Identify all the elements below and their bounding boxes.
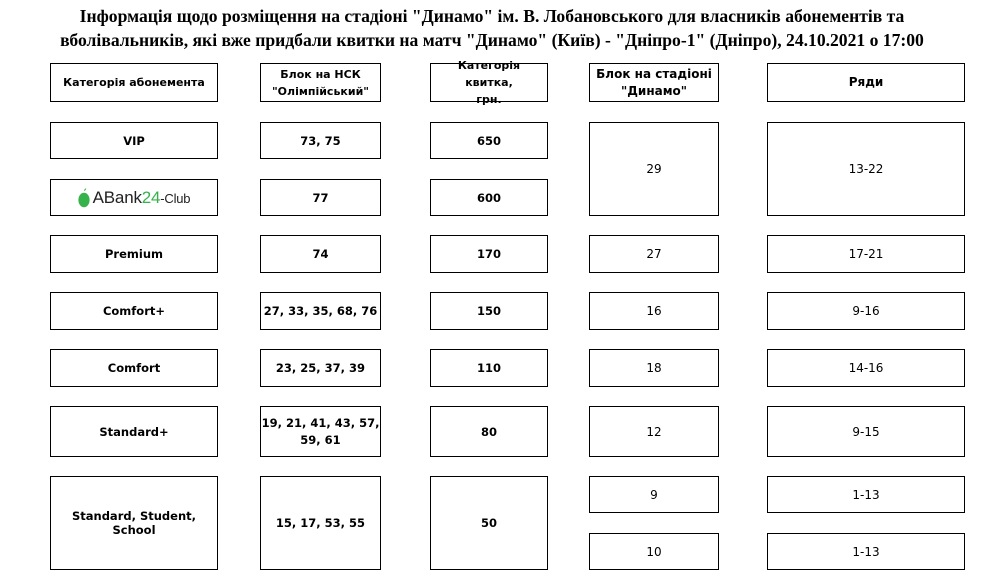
stadium-block-29: 29 <box>589 122 719 216</box>
header-stadium-block-line1: Блок на стадіоні <box>596 66 712 81</box>
stadium-block-12: 12 <box>589 406 719 457</box>
price-standard: 50 <box>430 476 548 570</box>
abank24-club-logo <box>78 188 191 208</box>
header-ticket-category-line1: Категорія квитка, <box>457 59 521 89</box>
rows-block-18: 14-16 <box>767 349 965 387</box>
header-stadium-block <box>589 63 719 102</box>
nsk-block-standard-plus-line2: 59, 61 <box>300 432 341 447</box>
category-vip: VIP <box>50 122 218 159</box>
rows-block-9: 1-13 <box>767 476 965 513</box>
price-premium: 170 <box>430 235 548 273</box>
header-nsk-block-line2: "Олімпійський" <box>271 84 370 98</box>
header-rows: Ряди <box>767 63 965 102</box>
nsk-block-abank24: 77 <box>260 179 381 216</box>
logo-club: -Club <box>160 190 191 206</box>
category-standard-student-school: Standard, Student, School <box>50 476 218 570</box>
rows-block-29: 13-22 <box>767 122 965 216</box>
price-vip: 650 <box>430 122 548 159</box>
header-stadium-block-line2: "Динамо" <box>620 83 688 98</box>
nsk-block-standard-plus-line1: 19, 21, 41, 43, 57, <box>261 415 380 430</box>
stadium-block-9: 9 <box>589 476 719 513</box>
rows-block-27: 17-21 <box>767 235 965 273</box>
stadium-block-27: 27 <box>589 235 719 273</box>
rows-block-10: 1-13 <box>767 533 965 570</box>
title-line-1: Інформація щодо розміщення на стадіоні "Динамо" ім. В. Лобановського для власників абонементів та <box>79 6 905 26</box>
green-apple-icon <box>78 188 90 208</box>
header-nsk-block <box>260 63 381 102</box>
rows-block-16: 9-16 <box>767 292 965 330</box>
nsk-block-standard-plus <box>260 406 381 457</box>
price-standard-plus: 80 <box>430 406 548 457</box>
category-comfort-plus: Comfort+ <box>50 292 218 330</box>
category-abank24-club <box>50 179 218 216</box>
rows-block-12: 9-15 <box>767 406 965 457</box>
stadium-block-18: 18 <box>589 349 719 387</box>
price-comfort-plus: 150 <box>430 292 548 330</box>
nsk-block-comfort-plus: 27, 33, 35, 68, 76 <box>260 292 381 330</box>
logo-24: 24 <box>141 187 161 207</box>
price-abank24: 600 <box>430 179 548 216</box>
category-standard-plus: Standard+ <box>50 406 218 457</box>
stadium-block-10: 10 <box>589 533 719 570</box>
page-title <box>0 4 984 52</box>
header-ticket-category-line2: грн. <box>476 93 502 106</box>
abank24-club-wordmark <box>93 188 191 208</box>
category-premium: Premium <box>50 235 218 273</box>
nsk-block-standard: 15, 17, 53, 55 <box>260 476 381 570</box>
nsk-block-premium: 74 <box>260 235 381 273</box>
header-category: Категорія абонемента <box>50 63 218 102</box>
logo-bank: Bank <box>103 187 142 207</box>
header-nsk-block-line1: Блок на НСК <box>280 67 361 81</box>
category-comfort: Comfort <box>50 349 218 387</box>
nsk-block-comfort: 23, 25, 37, 39 <box>260 349 381 387</box>
nsk-block-vip: 73, 75 <box>260 122 381 159</box>
stadium-block-16: 16 <box>589 292 719 330</box>
price-comfort: 110 <box>430 349 548 387</box>
header-ticket-category <box>430 59 548 106</box>
title-line-2: вболівальників, які вже придбали квитки на матч "Динамо" (Київ) - "Дніпро-1" (Дніпро), 24.10.2021 о 17:00 <box>60 30 924 50</box>
logo-letter-a: A <box>92 187 104 207</box>
